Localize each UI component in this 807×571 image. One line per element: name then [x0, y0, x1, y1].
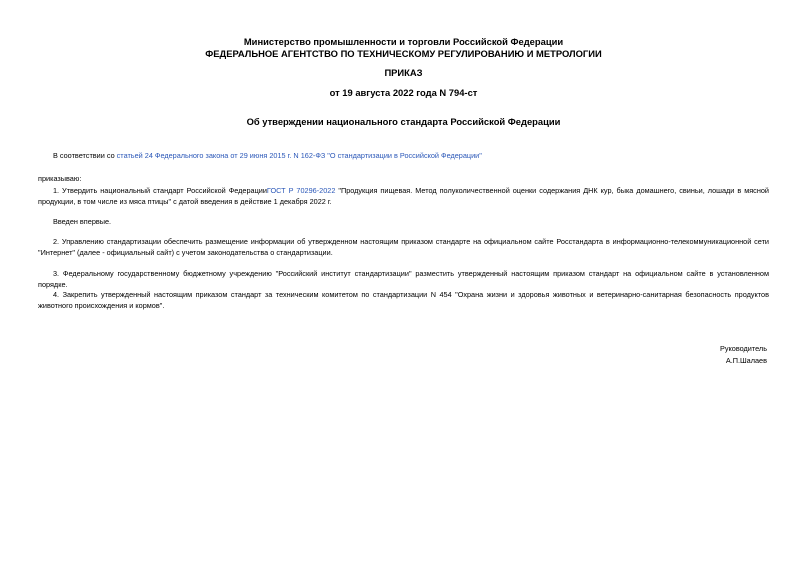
introduced-note: Введен впервые. — [53, 217, 112, 226]
item-1-suffix: "Продукция пищевая. Метод полуколичественной оценки содержания ДНК кур, быка домашнего, свиньи, лошади в мясной продукции, в том числе из мяса птицы" с датой введения в действие 1 декабря 2022 г. — [38, 186, 769, 206]
item-1-paragraph — [38, 185, 769, 207]
signatory-position: Руководитель — [719, 344, 767, 353]
intro-prefix: В соответствии со — [53, 151, 117, 160]
gost-standard-link[interactable]: ГОСТ Р 70296-2022 — [266, 186, 336, 195]
document-title: Об утверждении национального стандарта Российской Федерации — [246, 116, 561, 127]
intro-paragraph — [38, 150, 769, 161]
order-date-number: от 19 августа 2022 года N 794-ст — [329, 87, 478, 98]
order-type: ПРИКАЗ — [384, 67, 423, 78]
item-3-paragraph: 3. Федеральному государственному бюджетному учреждению "Российский институт стандартизации" разместить утвержденный настоящим приказом стандарт на официальном сайте в установленном порядке. — [38, 269, 769, 289]
ministry-name: Министерство промышленности и торговли Российской Федерации — [243, 36, 564, 47]
item-1-prefix: 1. Утвердить национальный стандарт Российской Федерации — [53, 186, 267, 195]
item-2-paragraph: 2. Управлению стандартизации обеспечить размещение информации об утвержденном настоящим приказом стандарте на официальном сайте Росстандарта в информационно-телекоммуникационной сети "Интернет" (далее - официальный сайт) с учетом законодательства о стандартизации. — [38, 237, 769, 257]
order-word: приказываю: — [38, 174, 82, 183]
signatory-name: А.П.Шалаев — [725, 355, 767, 365]
item-4-paragraph: 4. Закрепить утвержденный настоящим приказом стандарт за техническим комитетом по стандартизации N 454 "Охрана жизни и здоровья животных и ветеринарно-санитарная безопасность продуктов животного происхождения и кормов". — [38, 290, 769, 310]
signature-block — [720, 343, 767, 366]
agency-name: ФЕДЕРАЛЬНОЕ АГЕНТСТВО ПО ТЕХНИЧЕСКОМУ РЕГУЛИРОВАНИЮ И МЕТРОЛОГИИ — [205, 48, 602, 59]
document-header — [0, 36, 807, 60]
federal-law-link[interactable]: статьей 24 Федерального закона от 29 июня 2015 г. N 162-ФЗ "О стандартизации в Российской Федерации" — [116, 151, 482, 160]
